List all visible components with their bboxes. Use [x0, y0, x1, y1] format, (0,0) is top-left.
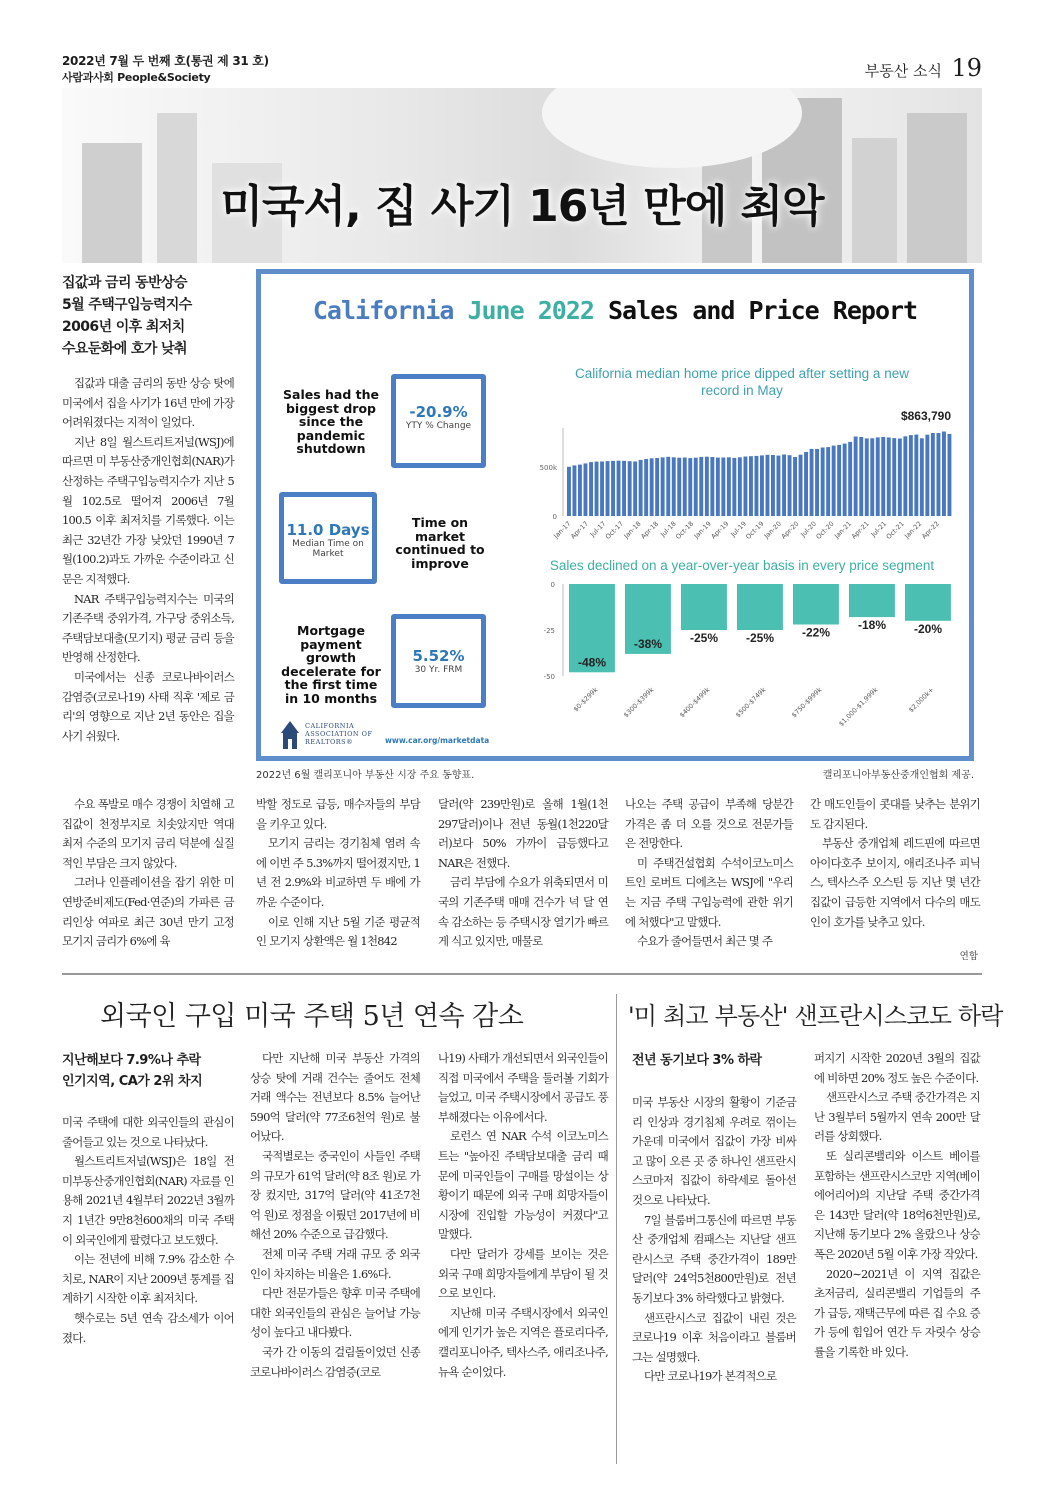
subheadline: 집값과 금리 동반상승 5월 주택구입능력지수 2006년 이후 최저치 수요둔화에 호가 낮춰: [62, 275, 192, 357]
chart1-bar: [744, 457, 748, 517]
chart1-bar: [810, 449, 814, 516]
infographic-title: California June 2022 Sales and Price Report: [312, 296, 918, 325]
chart1-bar: [672, 457, 676, 516]
chart1-xtick: Jan-22: [903, 519, 924, 541]
chart1-bar: [688, 458, 692, 516]
chart2-xtick: $400-$499k: [678, 685, 712, 720]
chart1-bar: [848, 442, 852, 516]
chart2-title: Sales declined on a year-over-year basis in every price segment: [549, 558, 935, 573]
chart1-bar: [903, 436, 907, 516]
chart1-bar: [573, 465, 577, 516]
chart1-bar: [738, 457, 742, 516]
chart1-ytick: 500k: [539, 464, 557, 473]
publication-name: 사람과사회 People&Society: [62, 71, 211, 84]
chart1-bar: [843, 444, 847, 516]
chart1-xtick: Jan-18: [622, 519, 643, 541]
chart1-bar: [782, 455, 786, 517]
chart2-bar: [681, 584, 727, 630]
chart1-bar: [732, 458, 736, 516]
chart1-bar: [799, 455, 803, 516]
main-headline: 미국서, 집 사기 16년 만에 최악: [220, 181, 824, 232]
chart1-bar: [821, 448, 825, 517]
article2-col2: 다만 지난해 미국 부동산 가격의 상승 탓에 거래 건수는 줄어도 전체 거래 액수는 전년보다 8.5% 늘어난 590억 달러(약 77조6천억 원)로 불어났다. 국적별로는 중국인이 사들인 주택의 규모가 61억 달러(약 8조 원)로 가장 컸지만, 317억 달러(약 41조7천억 원)로 정점을 이뤘던 2017년에 비해선 20% 수준으로 급감했다. 전체 미국 주택 거래 규모 중 외국인이 차지하는 비율은 1.6%다. 다만 전문가들은 향후 미국 주택에 대한 외국인들의 관심은 늘어날 가능성이 높다고 내다봤다. 국가 간 이동의 걸림돌이었던 신종 코로나바이러스 감염증(코로: [250, 1051, 420, 1379]
chart2-data-label: -25%: [745, 631, 775, 645]
article3-col1: 미국 부동산 시장의 활황이 기준금리 인상과 경기침체 우려로 꺾이는 가운데 미국에서 집값이 가장 비싸고 많이 오른 곳 중 하나인 샌프란시스코마저 집값이 하락세로 돌아선 것으로 나타났다. 7일 블룸버그통신에 따르면 부동산 중개업체 컴패스는 지난달 샌프란시스코 주택 중간가격이 189만 달러(약 24억5천800만원)로 전년 동기보다 3% 하락했다고 밝혔다. 샌프란시스코 집값이 내린 것은 코로나19 이후 처음이라고 블룸버그는 설명했다. 다만 코로나19가 본격적으로: [632, 1095, 796, 1384]
chart2-ytick: -50: [543, 673, 555, 681]
caption-right: 캘리포니아부동산중개인협회 제공.: [822, 770, 974, 781]
article1-col5: 간 매도인들이 콧대를 낮추는 분위기도 감지된다. 부동산 중개업체 레드핀에 따르면 아이다호주 보이지, 애리조나주 피닉스, 텍사스주 오스틴 등 지난 몇 년간 집값이 급등한 지역에서 다수의 매도인이 호가를 낮추고 있다.: [810, 797, 980, 929]
chart2-xtick: $500-$749k: [734, 685, 768, 720]
chart1-xtick: Jul-18: [658, 519, 678, 539]
chart1-bar: [710, 457, 714, 516]
chart1-xtick: Apr-21: [849, 519, 871, 541]
chart1-bar: [766, 455, 770, 516]
chart1-xtick: Apr-22: [920, 519, 941, 541]
chart1-xtick: Jul-19: [729, 519, 748, 539]
chart1-bar: [622, 461, 626, 516]
chart1-bar: [771, 455, 775, 516]
chart2-bar: [793, 584, 839, 625]
chart1-bar: [948, 434, 952, 516]
chart1-xtick: Jan-17: [552, 519, 573, 541]
article1-col1b: 수요 폭발로 매수 경쟁이 치열해 고 집값이 천정부지로 치솟았지만 역대 최저 수준의 모기지 금리 덕분에 실질적인 부담은 크지 않았다. 그러나 인플레이션을 잡기 위한 미 연방준비제도(Fed·연준)의 가파른 금리인상 여파로 최근 30년 만기 고정 모기지 금리가 6%에 육: [62, 797, 234, 949]
infographic: [256, 269, 974, 761]
chart1-bar: [584, 463, 588, 516]
chart2-data-label: -48%: [577, 655, 607, 670]
chart1-bar: [639, 460, 643, 516]
chart1-xtick: Jan-20: [762, 519, 783, 541]
chart1-bar: [854, 437, 858, 517]
chart1-xtick: Oct-20: [814, 519, 836, 541]
chart1-xtick: Jul-20: [799, 519, 819, 539]
chart1-bar: [655, 458, 659, 516]
chart1-bar: [881, 437, 885, 516]
chart1-ytick: 0: [552, 513, 557, 521]
realtors-logo-icon: [279, 719, 301, 753]
chart1-xtick: Apr-17: [569, 519, 590, 541]
chart1-bar: [600, 462, 604, 517]
chart1-bar: [865, 438, 869, 516]
source-yonhap: 연합: [959, 951, 978, 962]
issue-info: 2022년 7월 두 번째 호(통권 제 31 호): [62, 54, 269, 68]
stat2-box: 11.0 Days Median Time on Market: [279, 492, 377, 584]
chart1-bar: [777, 456, 781, 516]
chart1-bar: [666, 457, 670, 516]
stat2-desc: Time on market continued to improve: [395, 515, 485, 571]
chart2-bar: [905, 584, 951, 621]
realtors-logo-text: CALIFORNIA ASSOCIATION OF REALTORS®: [305, 722, 373, 746]
price-segment-chart: [519, 556, 965, 756]
chart1-bar: [942, 432, 946, 517]
chart1-bar: [749, 456, 753, 516]
article2-title: 외국인 구입 미국 주택 5년 연속 감소: [100, 1001, 524, 1032]
stat1-desc: Sales had the biggest drop since the pandemic shutdown: [283, 387, 379, 456]
chart2-data-label: -18%: [857, 618, 887, 633]
chart1-title-line2: record in May: [701, 383, 783, 398]
chart1-bar: [914, 435, 918, 516]
chart1-bar: [661, 457, 665, 516]
chart1-bar: [815, 449, 819, 516]
chart2-data-label: -38%: [633, 636, 663, 651]
chart1-bar: [644, 459, 648, 516]
article1-col1: 집값과 대출 금리의 동반 상승 탓에 미국에서 집을 사기가 16년 만에 가장 어려워졌다는 지적이 일었다. 지난 8일 월스트리트저널(WSJ)에 따르면 미 부동산중개인협회(NAR)가 산정하는 주택구입능력지수가 지난 5월 102.5로 떨어져 2006년 7월 100.5 이후 최저치를 기록했다. 이는 최근 32년간 가장 낮았던 1990년 7월(100.2)과도 가까운 수준이라고 신문은 지적했다. NAR 주택구입능력지수는 미국의 기존주택 중위가격, 가구당 중위소득, 주택담보대출(모기지) 평균 금리 등을 반영해 산정한다. 미국에서는 신종 코로나바이러스 감염증(코로나19) 사태 직후 '제로 금리'의 영향으로 지난 2년 동안은 집을 사기 쉬웠다.: [62, 376, 234, 743]
median-price-chart: [519, 364, 965, 546]
chart1-bar: [705, 457, 709, 516]
chart1-bar: [755, 456, 759, 516]
article1-col2: 박할 정도로 급등, 매수자들의 부담을 키우고 있다. 모기지 금리는 경기침체 염려 속에 이번 주 5.3%까지 떨어졌지만, 1년 전 2.9%와 비교하면 두 배에 가까운 수준이다. 이로 인해 지난 5월 기준 평균적인 모기지 상환액은 월 1천842: [256, 797, 420, 949]
chart1-xtick: Oct-19: [744, 519, 766, 541]
chart1-xtick: Apr-19: [709, 519, 731, 541]
chart1-bar: [721, 458, 725, 517]
chart1-bar: [804, 452, 808, 516]
chart1-bar: [826, 447, 830, 516]
chart1-xtick: Jul-17: [588, 519, 608, 539]
chart1-bar: [617, 461, 621, 516]
column-divider: [616, 994, 617, 1464]
chart1-bar: [920, 438, 924, 516]
chart1-bar: [694, 458, 698, 516]
stat1-box: -20.9% YTY % Change: [391, 374, 486, 468]
chart1-bar: [859, 437, 863, 516]
article2-col3: 나19) 사태가 개선되면서 외국인들이 직접 미국에서 주택을 둘러볼 기회가 늘었고, 미국 주택시장에서 공급도 풍부해졌다는 이유에서다. 로런스 연 NAR 수석 이코노미스트는 "높아진 주택담보대출 금리 때문에 미국인들이 구매를 망설이는 상황이기 때문에 외국 구매 희망자들이 시장에 진입할 가능성이 커졌다"고 말했다. 다만 달러가 강세를 보이는 것은 외국 구매 희망자들에게 부담이 될 것으로 보인다. 지난해 미국 주택시장에서 외국인에게 인기가 높은 지역은 플로리다주, 캘리포니아주, 텍사스주, 애리조나주, 뉴욕 순이었다.: [438, 1051, 608, 1379]
chart1-xtick: Jan-21: [832, 519, 854, 541]
chart1-bar: [567, 467, 571, 516]
article2-subhead: 지난해보다 7.9%나 추락 인기지역, CA가 2위 차지: [62, 1053, 203, 1089]
chart1-bar: [793, 457, 797, 516]
article3-subhead: 전년 동기보다 3% 하락: [632, 1053, 762, 1068]
chart1-bar: [589, 462, 593, 516]
chart1-bar: [633, 462, 637, 517]
chart1-bar: [727, 457, 731, 516]
chart2-xtick: $300-$399k: [622, 685, 656, 720]
chart1-bar: [606, 461, 610, 516]
chart1-bar: [887, 438, 891, 517]
chart1-bar: [699, 457, 703, 516]
chart1-xtick: Jan-19: [692, 519, 713, 541]
chart1-bar: [837, 445, 841, 516]
chart1-bar: [909, 435, 913, 516]
chart1-xtick: Oct-21: [884, 519, 906, 541]
chart1-xtick: Jul-21: [869, 519, 889, 539]
chart2-bar: [849, 584, 895, 617]
chart1-bar: [931, 433, 935, 516]
chart1-bar: [760, 455, 764, 516]
chart1-bar: [937, 433, 941, 516]
chart1-xtick: Oct-18: [674, 519, 696, 541]
chart1-title-line1: California median home price dipped after setting a new: [575, 366, 909, 381]
caption-left: 2022년 6월 캘리포니아 부동산 시장 주요 동향표.: [256, 770, 475, 781]
chart1-bar: [677, 458, 681, 516]
article3-col2: 퍼지기 시작한 2020년 3월의 집값에 비하면 20% 정도 높은 수준이다. 샌프란시스코 주택 중간가격은 지난 3월부터 5월까지 연속 200만 달러를 상회했다. 또 실리콘밸리와 이스트 베이를 포함하는 샌프란시스코만 지역(베이 에어리어)의 지난달 주택 중간가격은 143만 달러(약 18억6천만원)로, 지난해 동기보다 2% 올랐으나 상승 폭은 2020년 5월 이후 가장 작았다. 2020∼2021년 이 지역 집값은 초저금리, 실리콘밸리 기업들의 주가 급등, 재택근무에 따른 집 수요 증가 등에 힘입어 연간 두 자릿수 상승률을 기록한 바 있다.: [814, 1051, 980, 1359]
page-number: 19: [951, 54, 982, 82]
chart2-data-label: -25%: [689, 631, 719, 645]
chart2-ytick: 0: [550, 581, 555, 589]
chart1-bar: [683, 458, 687, 517]
chart1-annotation: $863,790: [900, 409, 951, 423]
chart1-bar: [925, 435, 929, 516]
chart1-bar: [716, 458, 720, 516]
article1-col4: 나오는 주택 공급이 부족해 당분간 가격은 좀 더 오를 것으로 전문가들은 전망한다. 미 주택건설협회 수석이코노미스트인 로버트 디에츠는 WSJ에 "우리는 지금 주택 구입능력에 관한 위기에 처했다"고 말했다. 수요가 줄어들면서 최근 몇 주: [625, 797, 793, 949]
article1-col3: 달러(약 239만원)로 올해 1월(1천297달러)이나 전년 동월(1천220달러)보다 50% 가까이 급등했다고 NAR은 전했다. 금리 부담에 수요가 위축되면서 미국의 기존주택 매매 건수가 넉 달 연속 감소하는 등 주택시장 열기가 빠르게 식고 있지만, 매물로: [438, 797, 608, 949]
chart1-xtick: Oct-17: [603, 519, 626, 541]
chart2-bar: [737, 584, 783, 630]
stat3-box: 5.52% 30 Yr. FRM: [391, 614, 486, 708]
page-header: [62, 52, 982, 86]
chart2-xtick: $0-$299k: [571, 685, 600, 714]
chart1-bar: [788, 455, 792, 516]
chart1-bar: [595, 462, 599, 516]
article2-col1: 미국 주택에 대한 외국인들의 관심이 줄어들고 있는 것으로 나타났다. 월스트리트저널(WSJ)은 18일 전미부동산중개인협회(NAR) 자료를 인용해 2021년 4월부터 2022년 3월까지 1년간 9만8천600채의 미국 주택이 외국인에게 팔렸다고 보도했다. 이는 전년에 비해 7.9% 감소한 수치로, NAR이 지난 2009년 통계를 집계하기 시작한 이후 최저치다. 햇수로는 5년 연속 감소세가 이어졌다.: [62, 1115, 234, 1345]
section-divider: [62, 973, 982, 975]
chart2-ytick: -25: [543, 627, 555, 635]
chart1-bar: [898, 439, 902, 517]
chart2-xtick: $1,000-$1,999k: [837, 685, 880, 728]
market-data-url: www.car.org/marketdata: [385, 736, 490, 745]
chart1-bar: [650, 458, 654, 516]
chart2-data-label: -20%: [913, 621, 943, 636]
chart1-xtick: Apr-20: [779, 519, 801, 541]
section-name: 부동산 소식: [864, 62, 942, 80]
chart1-bar: [870, 438, 874, 516]
chart1-bar: [611, 461, 615, 516]
chart1-bar: [578, 465, 582, 516]
chart1-xtick: Apr-18: [639, 519, 661, 541]
chart1-bar: [628, 461, 632, 516]
article3-title: '미 최고 부동산' 샌프란시스코도 하락: [628, 1002, 1003, 1030]
chart2-data-label: -22%: [801, 625, 831, 640]
chart2-xtick: $750-$999k: [790, 685, 824, 720]
chart2-xtick: $2,000k+: [907, 685, 936, 715]
chart1-bar: [876, 437, 880, 516]
chart1-bar: [832, 446, 836, 516]
stat3-desc: Mortgage payment growth decelerate for the first time in 10 months: [281, 623, 381, 706]
chart1-bar: [892, 438, 896, 516]
